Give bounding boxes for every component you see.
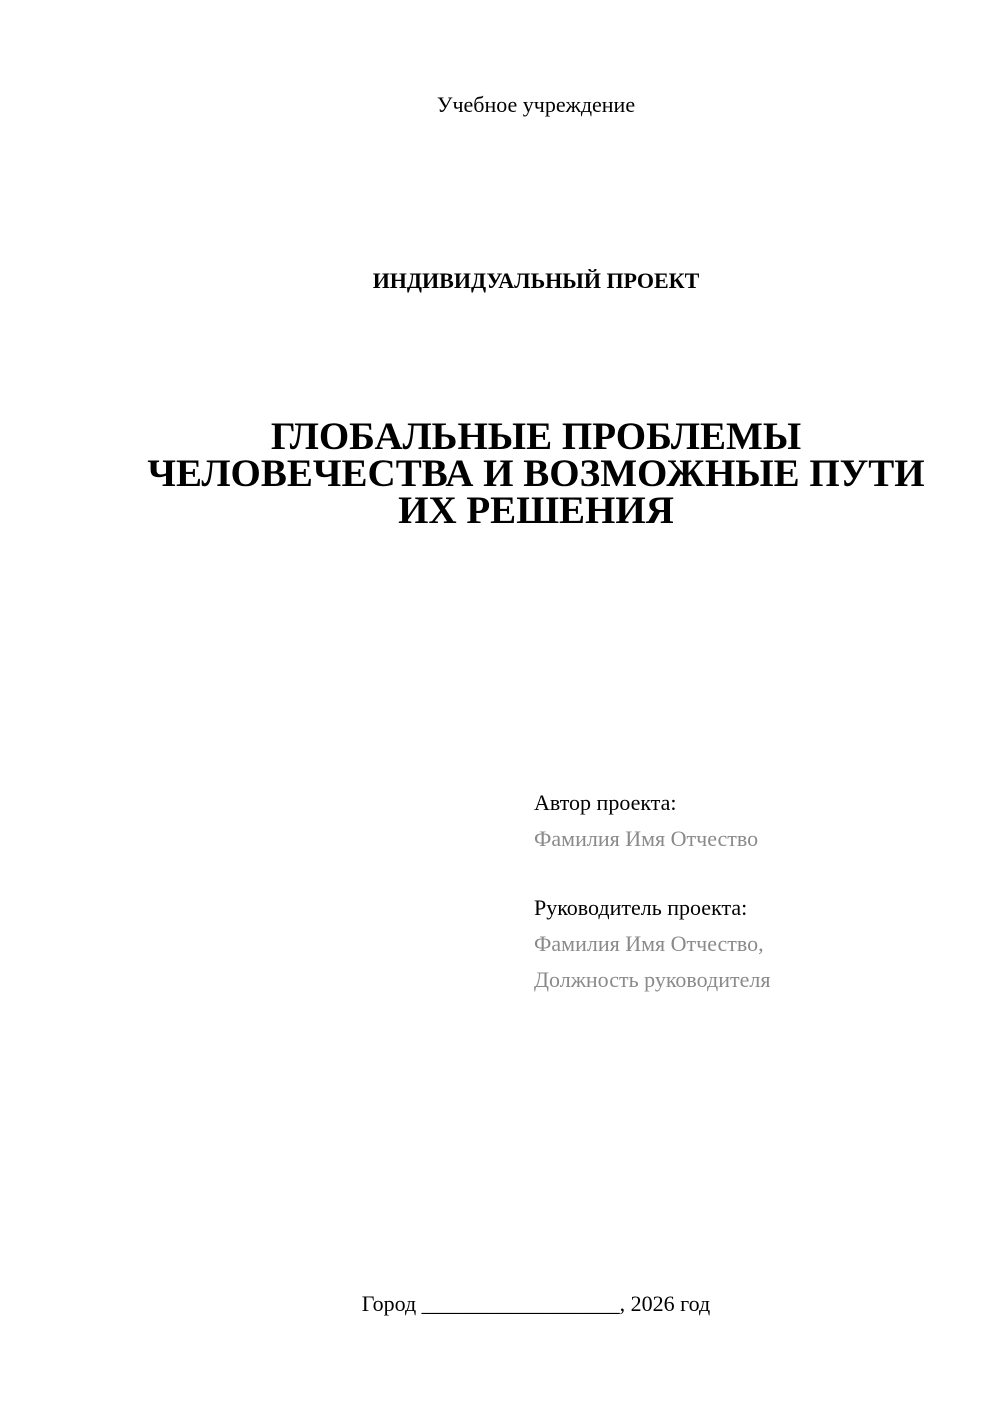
year-text: , 2026 год <box>619 1291 711 1316</box>
title-line-1: ГЛОБАЛЬНЫЕ ПРОБЛЕМЫ <box>270 415 802 458</box>
city-blank: __________________ <box>421 1291 620 1316</box>
author-label: Автор проекта: <box>534 790 677 815</box>
supervisor-position: Должность руководителя <box>534 967 771 992</box>
project-info-block <box>534 785 974 998</box>
city-label: Город <box>361 1291 417 1316</box>
city-year-line <box>0 1290 1000 1318</box>
supervisor-label: Руководитель проекта: <box>534 895 748 920</box>
title-line-2: ЧЕЛОВЕЧЕСТВА И ВОЗМОЖНЫЕ ПУТИ <box>147 452 925 495</box>
project-title <box>140 415 932 532</box>
supervisor-name: Фамилия Имя Отчество, <box>534 931 764 956</box>
document-type: ИНДИВИДУАЛЬНЫЙ ПРОЕКТ <box>372 268 700 293</box>
institution-name: Учебное учреждение <box>436 92 636 117</box>
info-spacer <box>534 857 974 890</box>
title-line-3: ИХ РЕШЕНИЯ <box>398 489 674 532</box>
author-name: Фамилия Имя Отчество <box>534 826 759 851</box>
